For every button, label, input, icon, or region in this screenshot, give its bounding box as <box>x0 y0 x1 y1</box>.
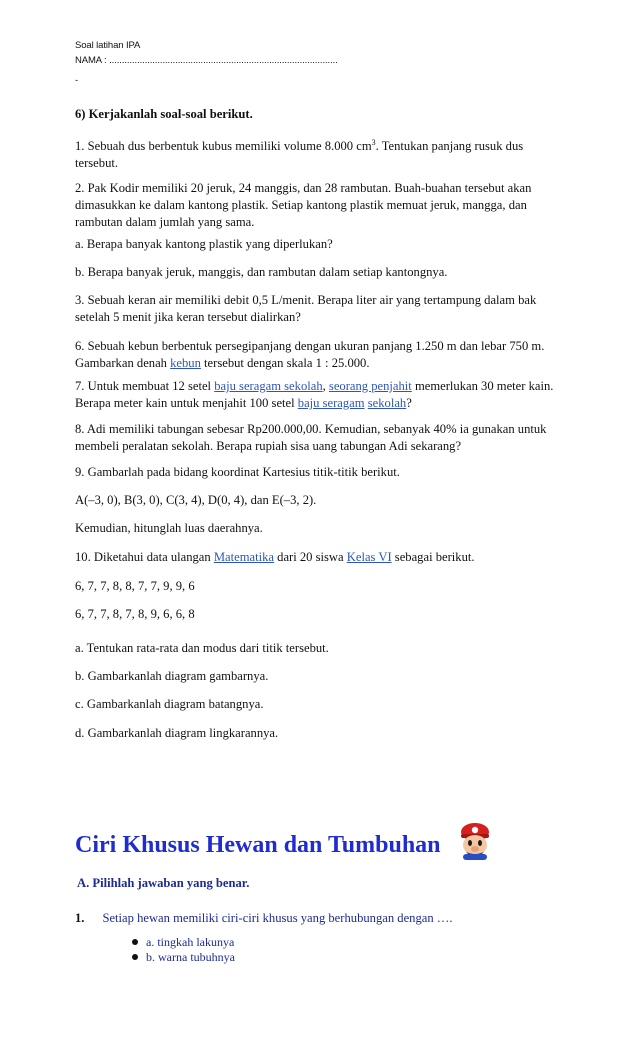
section-title: Ciri Khusus Hewan dan Tumbuhan <box>75 832 441 858</box>
link-seorang-penjahit[interactable]: seorang penjahit <box>328 379 412 393</box>
question-2a: a. Berapa banyak kantong plastik yang diperlukan? <box>75 237 333 251</box>
mcq-option-a[interactable] <box>132 935 234 950</box>
mcq-option-b[interactable] <box>132 950 235 965</box>
bullet-icon <box>132 939 138 945</box>
link-baju-seragam[interactable]: baju seragam <box>297 396 365 410</box>
question-6-text: 6. Sebuah kebun berbentuk persegipanjang dengan ukuran panjang 1.250 m dan lebar 750 m. Gambarkan denah <box>75 339 545 370</box>
question-1-text-end: . Tentukan panjang rusuk dus tersebut. <box>75 139 524 171</box>
question-10 <box>75 549 565 566</box>
question-7-text: 7. Untuk membuat 12 setel <box>75 379 215 393</box>
header-dash: - <box>75 75 79 86</box>
header-name-line: NAMA : .......................................................................................... <box>75 55 338 66</box>
question-1-text: 1. Sebuah dus berbentuk kubus memiliki volume 8.000 cm <box>75 139 372 154</box>
question-7-end: ? <box>406 396 412 410</box>
mcq-option-a-label: a. tingkah lakunya <box>146 935 235 949</box>
question-10d: d. Gambarkanlah diagram lingkarannya. <box>75 726 279 740</box>
question-8: 8. Adi memiliki tabungan sebesar Rp200.000,00. Kemudian, sebanyak 40% ia gunakan untuk membeli peralatan sekolah. Berapa rupiah sisa uang tabungan Adi sekarang? <box>75 422 547 453</box>
header-subject: Soal latihan IPA <box>75 40 141 51</box>
question-10-text: 10. Diketahui data ulangan <box>75 550 214 564</box>
question-7 <box>75 378 565 412</box>
mcq-question-1 <box>75 911 453 926</box>
link-baju-seragam-sekolah[interactable]: baju seragam sekolah <box>214 379 323 393</box>
link-kebun[interactable]: kebun <box>170 356 201 370</box>
question-9-points: A(–3, 0), B(3, 0), C(3, 4), D(0, 4), dan E(–3, 2). <box>75 493 317 507</box>
question-10b: b. Gambarkanlah diagram gambarnya. <box>75 669 269 683</box>
question-2b: b. Berapa banyak jeruk, manggis, dan rambutan dalam setiap kantongnya. <box>75 265 448 279</box>
data-row-1: 6, 7, 7, 8, 8, 7, 7, 9, 9, 6 <box>75 579 195 593</box>
question-7-sep: , <box>322 379 329 393</box>
bullet-icon <box>132 954 138 960</box>
link-matematika[interactable]: Matematika <box>213 550 274 564</box>
data-row-2: 6, 7, 7, 8, 7, 8, 9, 6, 6, 8 <box>75 607 195 621</box>
section-heading: 6) Kerjakanlah soal-soal berikut. <box>75 107 253 121</box>
link-kelas-vi[interactable]: Kelas VI <box>346 550 392 564</box>
mcq-question-text: Setiap hewan memiliki ciri-ciri khusus yang berhubungan dengan …. <box>102 911 453 925</box>
mario-mascot-icon <box>455 822 495 860</box>
question-6-text-end: tersebut dengan skala 1 : 25.000. <box>200 356 370 370</box>
part-a-heading: A. Pilihlah jawaban yang benar. <box>77 876 250 890</box>
question-10-text-end: sebagai berikut. <box>391 550 475 564</box>
question-10a: a. Tentukan rata-rata dan modus dari titik tersebut. <box>75 641 329 655</box>
question-9-then: Kemudian, hitunglah luas daerahnya. <box>75 521 263 535</box>
mcq-number: 1. <box>75 911 85 925</box>
mcq-option-b-label: b. warna tubuhnya <box>146 950 235 964</box>
question-9: 9. Gambarlah pada bidang koordinat Kartesius titik-titik berikut. <box>75 465 400 479</box>
question-10-text-mid: dari 20 siswa <box>274 550 347 564</box>
question-6 <box>75 338 565 372</box>
question-3: 3. Sebuah keran air memiliki debit 0,5 L/menit. Berapa liter air yang tertampung dalam bak setelah 5 menit jika keran tersebut dialirkan? <box>75 293 537 324</box>
link-sekolah[interactable]: sekolah <box>367 396 407 410</box>
question-10c: c. Gambarkanlah diagram batangnya. <box>75 697 264 711</box>
superscript-3: 3 <box>371 138 376 147</box>
question-7-text-mid: memerlukan 30 meter kain. Berapa meter kain untuk menjahit 100 setel <box>75 379 554 410</box>
question-2: 2. Pak Kodir memiliki 20 jeruk, 24 manggis, dan 28 rambutan. Buah-buahan tersebut akan dimasukkan ke dalam kantong plastik. Setiap kantong plastik memuat jeruk, mangga, dan rambutan dalam jumlah yang sama. <box>75 181 532 229</box>
question-1 <box>75 134 565 172</box>
